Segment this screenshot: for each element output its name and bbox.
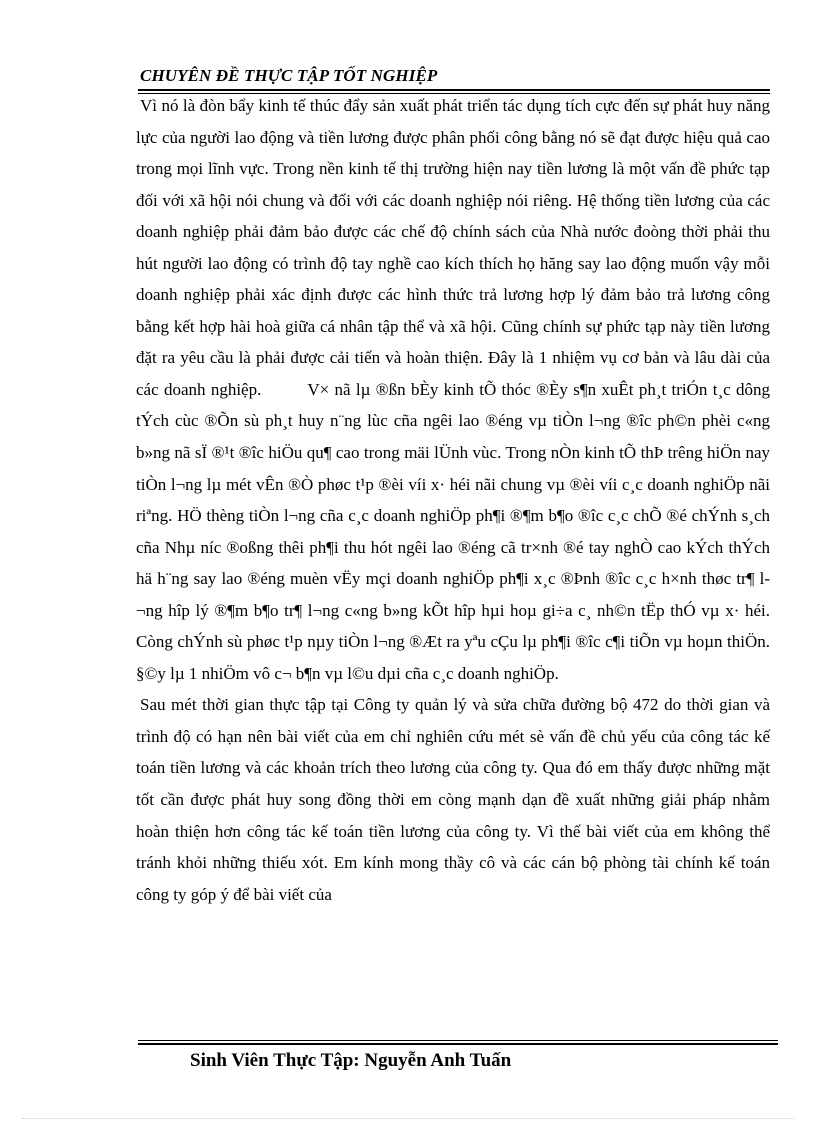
paragraph-1-garbled-text: V× nã lµ ®ßn bÈy kinh tÕ thóc ®Èy s¶n xuÊt ph¸t triÓn t¸c dông tÝch cùc ®Õn sù ph¸t huy n¨ng lùc cña ngêi lao ®éng vµ tiÒn l¬ng ®îc ph©n phèi c«ng b»ng nã sÏ ®¹t ®îc hiÖu qu¶ cao trong mäi lÜnh vùc. Trong nÒn kinh tÕ thÞ trêng hiÖn nay tiÒn l¬ng lµ mét vÊn ®Ò phøc t¹p ®èi víi x· héi nãi chung vµ ®èi víi c¸c doanh nghiÖp nãi riªng. HÖ thèng tiÒn l¬ng cña c¸c doanh nghiÖp ph¶i ®¶m b¶o ®îc c¸c chÕ ®é chÝnh s¸ch cña Nhµ níc ®oßng thêi ph¶i thu hót ngêi lao ®éng cã tr×nh ®é tay nghÒ cao kÝch thÝch hä h¨ng say lao ®éng muèn vËy mçi doanh nghiÖp ph¶i x¸c ®Þnh ®îc c¸c h×nh thøc tr¶ l¬ng hîp lý ®¶m b¶o tr¶ l¬ng c«ng b»ng kÕt hîp hµi hoµ gi÷a c¸ nh©n tËp thÓ vµ x· héi. Còng chÝnh sù phøc t¹p nµy tiÒn l¬ng ®Æt ra yªu cÇu lµ ph¶i ®îc c¶i tiÕn vµ hoµn thiÖn. §©y lµ 1 nhiÖm vô c¬ b¶n vµ l©u dµi cña c¸c doanh nghiÖp. (136, 379, 770, 683)
page-bottom-edge (22, 1118, 794, 1119)
paragraph-2: Sau mét thời gian thực tập tại Công ty quản lý và sửa chữa đường bộ 472 do thời gian và trình độ có hạn nên bài viết của em chỉ nghiên cứu mét sè vấn đề chủ yếu của công tác kế toán tiền lương và các khoản trích theo lương của công ty. Qua đó em thấy được những mặt tốt cần được phát huy song đồng thời em còng mạnh dạn đề xuất những giải pháp nhằm hoàn thiện hơn công tác kế toán tiền lương của công ty. Vì thế bài viết của em không thể tránh khỏi những thiếu xót. Em kính mong thầy cô và các cán bộ phòng tài chính kế toán công ty góp ý để bài viết của (136, 695, 770, 904)
footer-rule-secondary (138, 1043, 778, 1045)
body-text (136, 90, 770, 910)
footer-author: Sinh Viên Thực Tập: Nguyễn Anh Tuấn (190, 1050, 512, 1071)
paragraph-1-text: Vì nó là đòn bẩy kinh tế thúc đẩy sản xuất phát triển tác dụng tích cực đến sự phát huy năng lực của người lao động và tiền lương được phân phối công bằng nó sẽ đạt được hiệu quả cao trong mọi lĩnh vực. Trong nền kinh tế thị trường hiện nay tiền lương là một vấn đề phức tạp đối với xã hội nói chung và đối với các doanh nghiệp nói riêng. Hệ thống tiền lương của các doanh nghiệp phải đảm bảo được các chế độ chính sách của Nhà nước đoòng thời phải thu hút người lao động có trình độ tay nghề cao kích thích họ hăng say lao động muốn vậy mỗi doanh nghiệp phải xác định được các hình thức trả lương hợp lý đảm bảo trả lương công bằng kết hợp hài hoà giữa cá nhân tập thể và xã hội. Cũng chính sự phức tạp này tiền lương đặt ra yêu cầu là phải được cải tiến và hoàn thiện. Đây là 1 nhiệm vụ cơ bản và lâu dài của các doanh nghiệp. (136, 96, 770, 399)
footer-rule (138, 1040, 778, 1041)
paragraph-1 (136, 90, 770, 689)
header-title: CHUYÊN ĐỀ THỰC TẬP TỐT NGHIỆP (140, 66, 438, 85)
